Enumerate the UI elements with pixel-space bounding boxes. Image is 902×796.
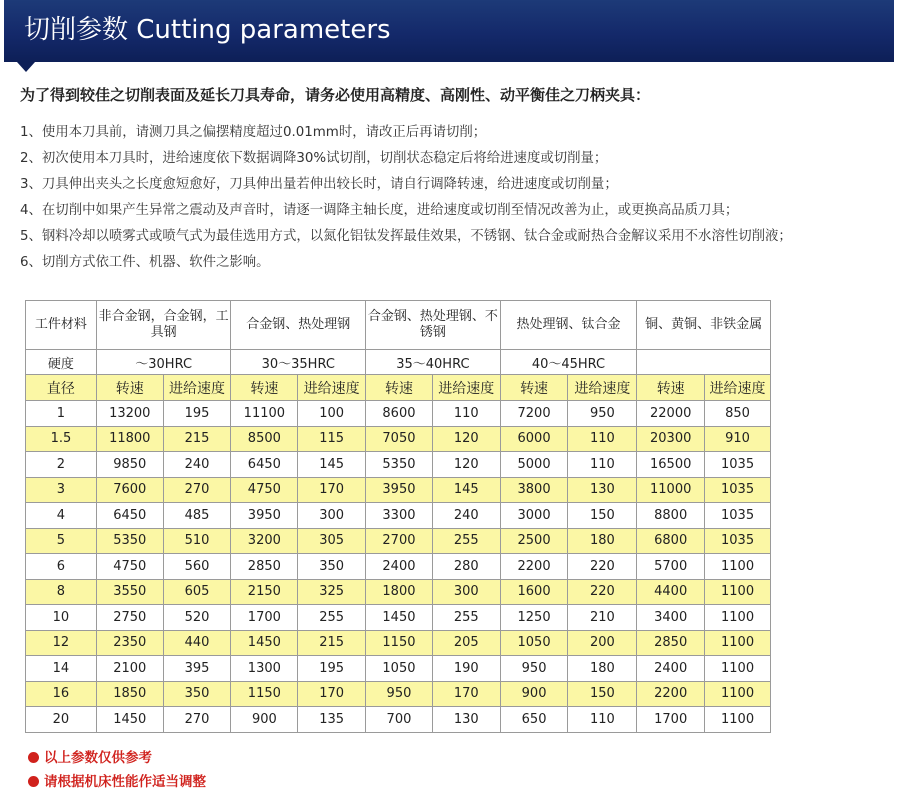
note-item [26,770,206,794]
feed-cell: 100 [298,401,366,427]
feed-cell: 170 [298,477,366,503]
speed-cell: 2850 [637,630,705,656]
diameter-cell: 12 [26,630,97,656]
hardness-row [26,350,771,375]
diameter-cell: 1.5 [26,426,97,452]
speed-cell: 1800 [366,579,433,605]
feed-cell: 180 [568,656,637,682]
speed-cell: 1450 [366,605,433,631]
table-row [26,554,771,580]
speed-cell: 1150 [366,630,433,656]
feed-header: 进给速度 [163,375,231,401]
feed-cell: 1100 [705,554,771,580]
speed-cell: 2700 [366,528,433,554]
speed-cell: 6450 [231,452,298,478]
speed-cell: 13200 [96,401,163,427]
feed-cell: 255 [432,528,500,554]
notes [26,746,206,794]
speed-cell: 3300 [366,503,433,529]
speed-cell: 2400 [637,656,705,682]
speed-cell: 5350 [366,452,433,478]
table-row [26,477,771,503]
speed-cell: 2150 [231,579,298,605]
speed-cell: 4400 [637,579,705,605]
speed-cell: 6800 [637,528,705,554]
feed-cell: 560 [163,554,231,580]
speed-cell: 4750 [231,477,298,503]
hardness-value: 35～40HRC [366,350,501,375]
speed-cell: 2100 [96,656,163,682]
feed-cell: 485 [163,503,231,529]
feed-cell: 350 [163,681,231,707]
speed-cell: 950 [500,656,568,682]
feed-cell: 170 [432,681,500,707]
feed-cell: 220 [568,554,637,580]
feed-cell: 255 [432,605,500,631]
feed-cell: 1100 [705,605,771,631]
feed-cell: 1100 [705,630,771,656]
feed-cell: 195 [298,656,366,682]
feed-cell: 300 [298,503,366,529]
speed-cell: 900 [231,707,298,733]
feed-cell: 1100 [705,681,771,707]
feed-cell: 150 [568,681,637,707]
feed-cell: 150 [568,503,637,529]
table-row [26,503,771,529]
feed-cell: 215 [298,630,366,656]
feed-cell: 110 [432,401,500,427]
feed-cell: 210 [568,605,637,631]
bullet-dot-icon [28,752,39,763]
feed-cell: 605 [163,579,231,605]
feed-header: 进给速度 [568,375,637,401]
speed-header: 转速 [366,375,433,401]
rule-item: 6、切削方式依工件、机器、软件之影响。 [20,255,270,270]
column-header-row [26,375,771,401]
hardness-value: 30～35HRC [231,350,366,375]
speed-cell: 2750 [96,605,163,631]
feed-header: 进给速度 [298,375,366,401]
feed-cell: 240 [432,503,500,529]
rule-item: 1、使用本刀具前，请测刀具之偏摆精度超过0.01mm时，请改正后再请切削； [20,125,487,140]
speed-cell: 1450 [231,630,298,656]
feed-cell: 1035 [705,503,771,529]
speed-cell: 11100 [231,401,298,427]
speed-cell: 5000 [500,452,568,478]
speed-cell: 22000 [637,401,705,427]
diameter-cell: 6 [26,554,97,580]
speed-cell: 2400 [366,554,433,580]
feed-cell: 130 [432,707,500,733]
feed-cell: 270 [163,707,231,733]
feed-cell: 135 [298,707,366,733]
feed-cell: 950 [568,401,637,427]
hardness-label: 硬度 [26,350,97,375]
note-text: 请根据机床性能作适当调整 [44,774,206,790]
feed-cell: 395 [163,656,231,682]
material-header: 热处理钢、钛合金 [500,301,637,350]
header-banner [4,0,894,62]
speed-cell: 3800 [500,477,568,503]
speed-cell: 20300 [637,426,705,452]
feed-cell: 220 [568,579,637,605]
cutting-parameters-table [25,300,771,733]
speed-cell: 2200 [500,554,568,580]
feed-cell: 240 [163,452,231,478]
speed-cell: 2350 [96,630,163,656]
speed-cell: 650 [500,707,568,733]
table-row [26,401,771,427]
rule-item: 2、初次使用本刀具时，进给速度依下数据调降30%试切削，切削状态稳定后将给进速度或切削量； [20,151,608,166]
speed-header: 转速 [500,375,568,401]
speed-cell: 1300 [231,656,298,682]
speed-header: 转速 [637,375,705,401]
speed-cell: 900 [500,681,568,707]
feed-cell: 190 [432,656,500,682]
rule-item: 4、在切削中如果产生异常之震动及声音时，请逐一调降主轴长度，进给速度或切削至情况改善为止，或更换高品质刀具； [20,203,739,218]
feed-cell: 130 [568,477,637,503]
feed-cell: 510 [163,528,231,554]
diameter-cell: 2 [26,452,97,478]
speed-cell: 4750 [96,554,163,580]
table-body [26,401,771,733]
speed-cell: 7050 [366,426,433,452]
diameter-cell: 10 [26,605,97,631]
table-row [26,426,771,452]
diameter-header: 直径 [26,375,97,401]
speed-cell: 8500 [231,426,298,452]
feed-cell: 110 [568,452,637,478]
hardness-value [637,350,771,375]
feed-cell: 120 [432,452,500,478]
feed-cell: 300 [432,579,500,605]
material-header: 合金钢、热处理钢、不锈钢 [366,301,501,350]
speed-cell: 2850 [231,554,298,580]
speed-cell: 3200 [231,528,298,554]
table-row [26,452,771,478]
speed-cell: 1050 [366,656,433,682]
speed-cell: 1600 [500,579,568,605]
feed-cell: 520 [163,605,231,631]
speed-cell: 5700 [637,554,705,580]
feed-cell: 120 [432,426,500,452]
bullet-dot-icon [28,776,39,787]
feed-cell: 200 [568,630,637,656]
speed-cell: 3950 [231,503,298,529]
speed-cell: 1150 [231,681,298,707]
feed-cell: 440 [163,630,231,656]
table-row [26,605,771,631]
feed-cell: 205 [432,630,500,656]
feed-cell: 180 [568,528,637,554]
feed-header: 进给速度 [705,375,771,401]
feed-cell: 350 [298,554,366,580]
speed-header: 转速 [231,375,298,401]
hardness-value: ～30HRC [96,350,231,375]
feed-cell: 1035 [705,452,771,478]
diameter-cell: 8 [26,579,97,605]
speed-cell: 3950 [366,477,433,503]
feed-cell: 195 [163,401,231,427]
speed-cell: 6000 [500,426,568,452]
diameter-cell: 4 [26,503,97,529]
table-row [26,681,771,707]
diameter-cell: 1 [26,401,97,427]
speed-cell: 6450 [96,503,163,529]
speed-cell: 3550 [96,579,163,605]
speed-cell: 11800 [96,426,163,452]
speed-cell: 7600 [96,477,163,503]
table-row [26,528,771,554]
diameter-cell: 3 [26,477,97,503]
feed-cell: 325 [298,579,366,605]
feed-cell: 1100 [705,579,771,605]
speed-cell: 1050 [500,630,568,656]
note-item [26,746,206,770]
diameter-cell: 5 [26,528,97,554]
speed-cell: 950 [366,681,433,707]
hardness-value: 40～45HRC [500,350,637,375]
feed-cell: 145 [432,477,500,503]
speed-cell: 700 [366,707,433,733]
feed-cell: 255 [298,605,366,631]
intro-heading: 为了得到较佳之切削表面及延长刀具寿命，请务必使用高精度、高刚性、动平衡佳之刀柄夹具： [20,86,651,104]
feed-cell: 910 [705,426,771,452]
speed-cell: 1250 [500,605,568,631]
banner-notch [17,62,35,72]
speed-cell: 3000 [500,503,568,529]
material-header: 非合金钢，合金钢，工具钢 [96,301,231,350]
speed-cell: 1450 [96,707,163,733]
material-header-row [26,301,771,350]
material-header: 铜、黄铜、非铁金属 [637,301,771,350]
feed-cell: 270 [163,477,231,503]
note-text: 以上参数仅供参考 [44,750,152,766]
speed-cell: 2200 [637,681,705,707]
speed-cell: 9850 [96,452,163,478]
rule-item: 5、钢料冷却以喷雾式或喷气式为最佳选用方式，以氮化铝钛发挥最佳效果，不锈钢、钛合金或耐热合金解议采用不水溶性切削液； [20,229,792,244]
table-row [26,630,771,656]
feed-cell: 1100 [705,656,771,682]
speed-cell: 3400 [637,605,705,631]
feed-cell: 110 [568,707,637,733]
table-row [26,656,771,682]
feed-header: 进给速度 [432,375,500,401]
feed-cell: 1100 [705,707,771,733]
speed-cell: 1700 [637,707,705,733]
speed-cell: 16500 [637,452,705,478]
speed-cell: 8800 [637,503,705,529]
speed-cell: 1700 [231,605,298,631]
feed-cell: 215 [163,426,231,452]
feed-cell: 115 [298,426,366,452]
speed-cell: 8600 [366,401,433,427]
feed-cell: 1035 [705,477,771,503]
feed-cell: 305 [298,528,366,554]
rule-item: 3、刀具伸出夹头之长度愈短愈好，刀具伸出量若伸出较长时，请自行调降转速，给进速度或切削量； [20,177,618,192]
speed-cell: 7200 [500,401,568,427]
speed-cell: 2500 [500,528,568,554]
diameter-cell: 16 [26,681,97,707]
speed-cell: 5350 [96,528,163,554]
material-label: 工件材料 [26,301,97,350]
feed-cell: 145 [298,452,366,478]
usage-rules [20,120,888,276]
feed-cell: 850 [705,401,771,427]
speed-cell: 1850 [96,681,163,707]
page-title: 切削参数 Cutting parameters [24,15,391,45]
speed-cell: 11000 [637,477,705,503]
table-row [26,579,771,605]
diameter-cell: 14 [26,656,97,682]
feed-cell: 1035 [705,528,771,554]
diameter-cell: 20 [26,707,97,733]
feed-cell: 110 [568,426,637,452]
feed-cell: 170 [298,681,366,707]
speed-header: 转速 [96,375,163,401]
table-row [26,707,771,733]
feed-cell: 280 [432,554,500,580]
material-header: 合金钢、热处理钢 [231,301,366,350]
